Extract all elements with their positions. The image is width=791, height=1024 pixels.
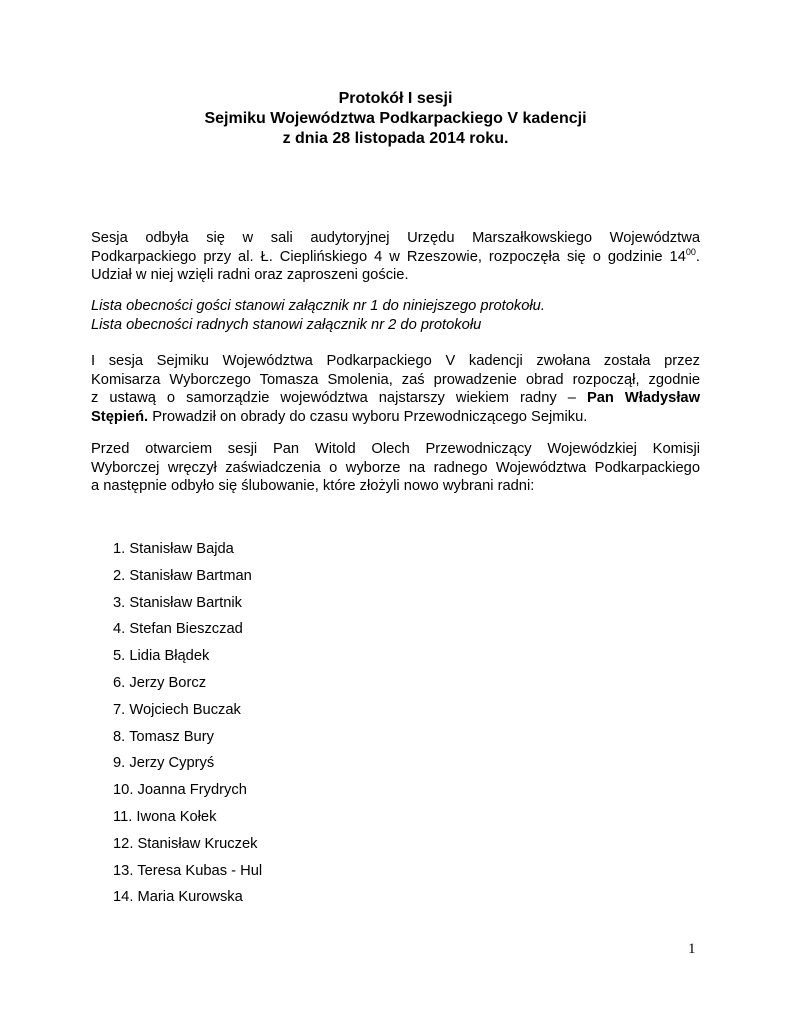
list-item (113, 754, 262, 781)
paragraph3-line-4 (91, 408, 700, 427)
list-item (113, 620, 262, 647)
list-item-name: Stefan Bieszczad (129, 621, 243, 638)
paragraph4-line-3: a następnie odbyło się ślubowanie, które złożyli nowo wybrani radni: (91, 478, 535, 494)
paragraph3-line-1: I sesja Sejmiku Województwa Podkarpackiego V kadencji zwołana została przez (91, 353, 700, 369)
list-item-number: 6. (113, 674, 126, 691)
list-item-number: 5. (113, 648, 126, 665)
attendance-guests-line: Lista obecności gości stanowi załącznik nr 1 do niniejszego protokołu. (91, 298, 545, 314)
paragraph3-line-2: Komisarza Wyborczego Tomasza Smolenia, zaś prowadzenie obrad rozpoczął, zgodnie (91, 371, 700, 388)
list-item-name: Teresa Kubas - Hul (137, 862, 263, 879)
attendance-lists-paragraph (91, 297, 700, 334)
paragraph4-line-2: Wyborczej wręczył zaświadczenia o wyborze na radnego Województwa Podkarpackiego (91, 459, 700, 476)
list-item (113, 808, 262, 835)
list-item-name: Stanisław Bartnik (129, 594, 242, 611)
list-item (113, 888, 262, 915)
chair-name-part-1: Pan Władysław (586, 390, 700, 406)
councillors-list (113, 540, 262, 915)
list-item (113, 540, 262, 567)
list-item-number: 10. (113, 782, 134, 799)
list-item-number: 1. (113, 541, 126, 557)
title-line-1: Protokół I sesji (338, 90, 453, 107)
list-item-number: 13. (113, 862, 134, 879)
paragraph1-line-3: Udział w niej wzięli radni oraz zaproszeni goście. (91, 267, 409, 283)
list-item (113, 594, 262, 621)
paragraph1-line-2-period: . (695, 248, 700, 265)
session-convening-paragraph (91, 352, 700, 426)
list-item-number: 2. (113, 567, 126, 584)
list-item-number: 3. (113, 594, 126, 611)
list-item-name: Tomasz Bury (129, 728, 214, 745)
list-item (113, 728, 262, 755)
paragraph4-line-1: Przed otwarciem sesji Pan Witold Olech Przewodniczący Wojewódzkiej Komisji (91, 441, 700, 457)
list-item-name: Jerzy Cypryś (129, 755, 215, 772)
chair-name-part-2: Stępień. (91, 408, 149, 425)
list-item (113, 567, 262, 594)
list-item-name: Maria Kurowska (137, 889, 243, 906)
list-item-name: Joanna Frydrych (137, 782, 247, 799)
list-item-name: Stanisław Bartman (129, 567, 252, 584)
paragraph1-line-2-text: Podkarpackiego przy al. Ł. Cieplińskiego 4 w Rzeszowie, rozpoczęła się o godzinie 14 (91, 248, 686, 265)
list-item (113, 862, 262, 889)
list-item-number: 9. (113, 755, 126, 772)
list-item-number: 11. (113, 808, 133, 825)
list-item-name: Lidia Błądek (129, 648, 210, 665)
list-item-name: Stanisław Bajda (129, 541, 234, 557)
list-item-name: Iwona Kołek (136, 808, 217, 825)
list-item (113, 835, 262, 862)
paragraph1-line-2 (91, 248, 700, 267)
document-title (0, 89, 791, 149)
session-location-paragraph (91, 229, 700, 285)
list-item-name: Stanisław Kruczek (137, 835, 258, 852)
list-item-number: 7. (113, 701, 126, 718)
list-item-name: Jerzy Borcz (129, 674, 207, 691)
list-item-name: Wojciech Buczak (129, 701, 241, 718)
attendance-councillors-line: Lista obecności radnych stanowi załącznik nr 2 do protokołu (91, 316, 482, 333)
start-time-minutes: 00 (685, 246, 696, 257)
paragraph3-line-3 (91, 389, 700, 408)
title-line-3: z dnia 28 listopada 2014 roku. (282, 130, 509, 147)
list-item (113, 701, 262, 728)
list-item-number: 14. (113, 889, 134, 906)
list-item (113, 647, 262, 674)
paragraph1-line-1: Sesja odbyła się w sali audytoryjnej Urzędu Marszałkowskiego Województwa (91, 230, 700, 246)
oath-intro-paragraph (91, 440, 700, 496)
paragraph3-line-4-text: Prowadził on obrady do czasu wyboru Przewodniczącego Sejmiku. (152, 408, 588, 425)
page-number: 1 (688, 941, 696, 957)
list-item (113, 781, 262, 808)
title-line-2: Sejmiku Województwa Podkarpackiego V kadencji (204, 110, 587, 127)
list-item (113, 674, 262, 701)
list-item-number: 4. (113, 621, 126, 638)
paragraph3-line-3-text: z ustawą o samorządzie województwa najstarszy wiekiem radny – (91, 390, 576, 406)
list-item-number: 12. (113, 835, 134, 852)
list-item-number: 8. (113, 728, 126, 745)
